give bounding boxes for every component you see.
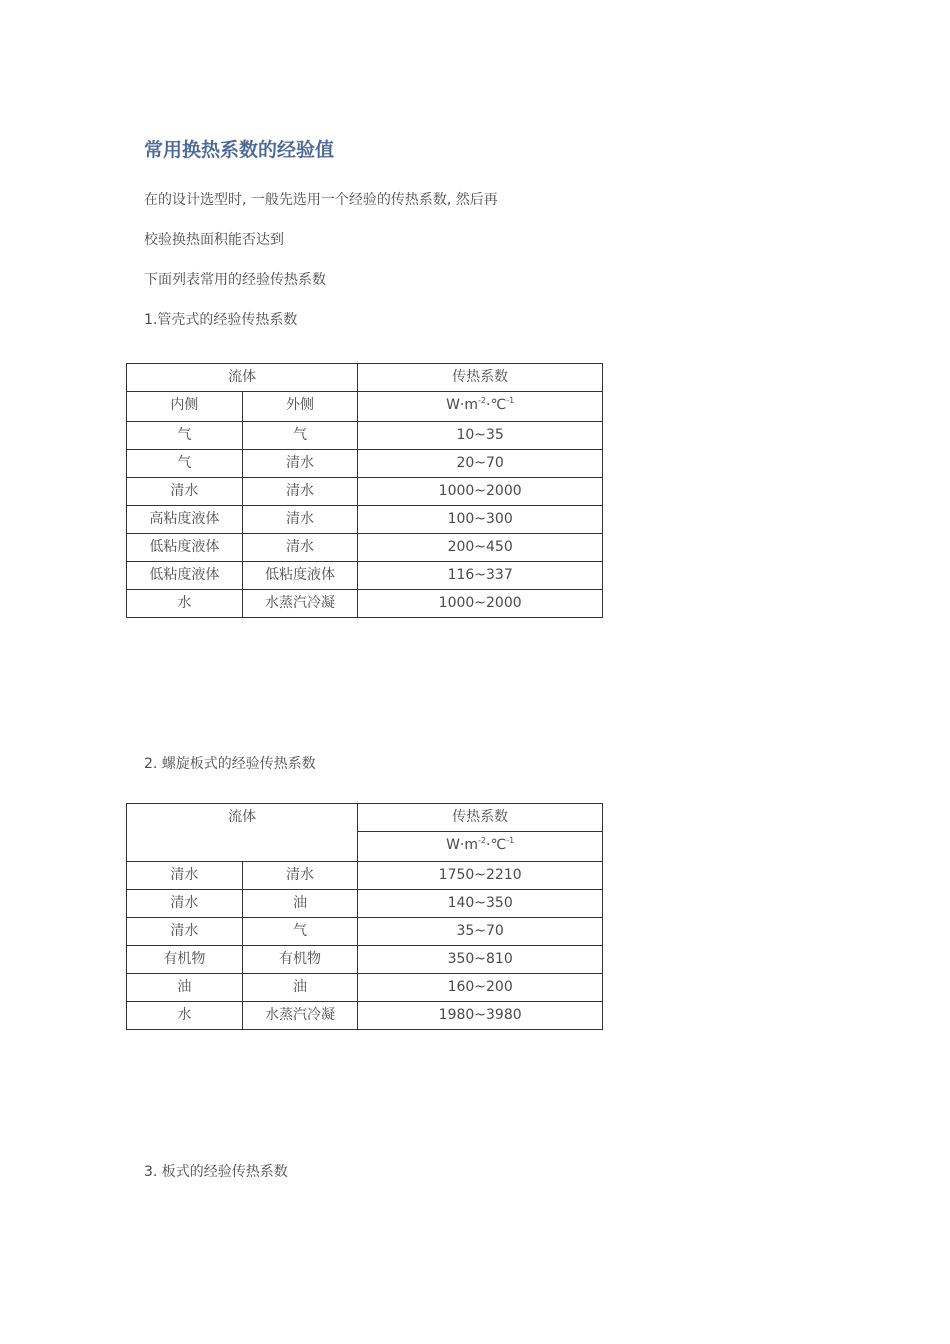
- page-title: 常用换热系数的经验值: [144, 139, 335, 161]
- header-fluid: 流体: [127, 804, 358, 862]
- cell-inner: 清水: [127, 478, 243, 506]
- cell-outer: 低粘度液体: [242, 562, 358, 590]
- section-3-heading: 3. 板式的经验传热系数: [144, 1164, 288, 1180]
- intro-paragraph-2: 校验换热面积能否达到: [144, 232, 284, 248]
- cell-coefficient: 1750~2210: [358, 862, 603, 890]
- cell-inner: 气: [127, 450, 243, 478]
- spiral-plate-coefficient-table: [126, 803, 603, 1030]
- table-row: [127, 506, 603, 534]
- table-row: [127, 450, 603, 478]
- cell-coefficient: 20~70: [358, 450, 603, 478]
- intro-paragraph-1: 在的设计选型时, 一般先选用一个经验的传热系数, 然后再: [144, 192, 498, 208]
- section-1-heading: 1.管壳式的经验传热系数: [144, 312, 298, 328]
- cell-outer: 清水: [242, 506, 358, 534]
- cell-fluid-b: 油: [242, 890, 358, 918]
- table-row: [127, 534, 603, 562]
- cell-outer: 清水: [242, 450, 358, 478]
- cell-outer: 清水: [242, 478, 358, 506]
- table-row: [127, 590, 603, 618]
- shell-tube-coefficient-table: [126, 363, 603, 618]
- intro-paragraph-3: 下面列表常用的经验传热系数: [144, 272, 326, 288]
- cell-coefficient: 160~200: [358, 974, 603, 1002]
- table-row: [127, 890, 603, 918]
- unit-label: $W\cdot m^{-2}\cdot℃^{-1}$: [358, 832, 603, 862]
- table-row: [127, 478, 603, 506]
- cell-coefficient: 350~810: [358, 946, 603, 974]
- cell-fluid-a: 有机物: [127, 946, 243, 974]
- unit-label: $W\cdot m^{-2}\cdot℃^{-1}$: [358, 392, 603, 422]
- cell-outer: 水蒸汽冷凝: [242, 590, 358, 618]
- table-row: [127, 562, 603, 590]
- table-header-row: [127, 804, 603, 832]
- cell-fluid-a: 水: [127, 1002, 243, 1030]
- section-2-heading: 2. 螺旋板式的经验传热系数: [144, 756, 316, 772]
- cell-coefficient: 1000~2000: [358, 590, 603, 618]
- cell-coefficient: 1000~2000: [358, 478, 603, 506]
- cell-fluid-b: 清水: [242, 862, 358, 890]
- table-row: [127, 974, 603, 1002]
- cell-coefficient: 200~450: [358, 534, 603, 562]
- cell-outer: 清水: [242, 534, 358, 562]
- table-row: [127, 862, 603, 890]
- table-row: [127, 1002, 603, 1030]
- cell-inner: 低粘度液体: [127, 534, 243, 562]
- cell-fluid-b: 气: [242, 918, 358, 946]
- cell-fluid-a: 清水: [127, 862, 243, 890]
- cell-inner: 气: [127, 422, 243, 450]
- cell-fluid-b: 有机物: [242, 946, 358, 974]
- cell-coefficient: 35~70: [358, 918, 603, 946]
- cell-coefficient: 1980~3980: [358, 1002, 603, 1030]
- cell-fluid-a: 清水: [127, 890, 243, 918]
- cell-fluid-a: 清水: [127, 918, 243, 946]
- cell-coefficient: 116~337: [358, 562, 603, 590]
- cell-coefficient: 140~350: [358, 890, 603, 918]
- cell-fluid-b: 水蒸汽冷凝: [242, 1002, 358, 1030]
- subheader-outer: 外侧: [242, 392, 358, 422]
- cell-coefficient: 100~300: [358, 506, 603, 534]
- table-row: [127, 918, 603, 946]
- table-header-row: [127, 364, 603, 392]
- table-row: [127, 422, 603, 450]
- cell-fluid-b: 油: [242, 974, 358, 1002]
- header-coefficient: 传热系数: [358, 364, 603, 392]
- table-subheader-row: [127, 392, 603, 422]
- cell-coefficient: 10~35: [358, 422, 603, 450]
- cell-outer: 气: [242, 422, 358, 450]
- cell-inner: 高粘度液体: [127, 506, 243, 534]
- header-coefficient: 传热系数: [358, 804, 603, 832]
- subheader-inner: 内侧: [127, 392, 243, 422]
- cell-inner: 低粘度液体: [127, 562, 243, 590]
- cell-fluid-a: 油: [127, 974, 243, 1002]
- table-row: [127, 946, 603, 974]
- header-fluid: 流体: [127, 364, 358, 392]
- cell-inner: 水: [127, 590, 243, 618]
